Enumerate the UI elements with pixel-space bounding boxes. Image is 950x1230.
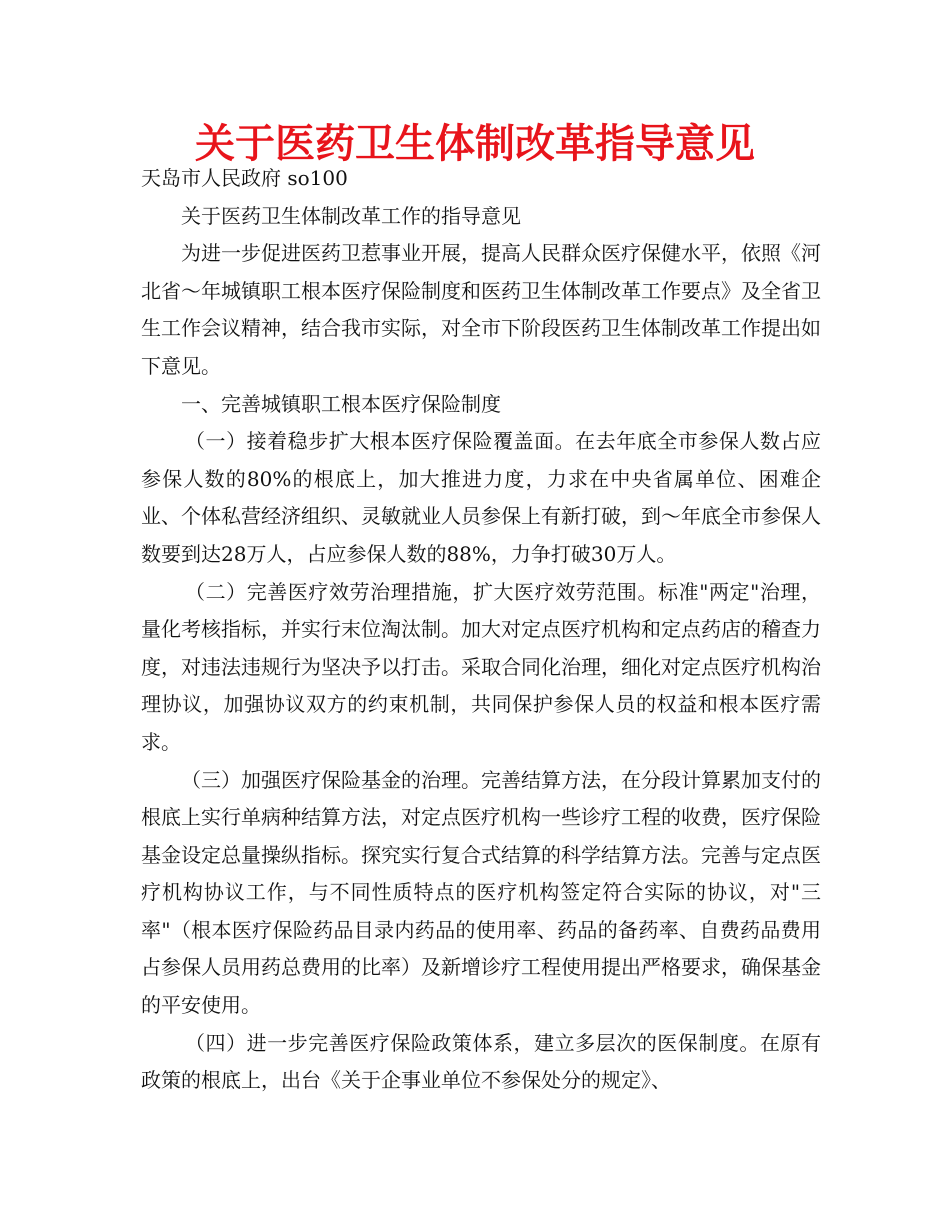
document-subtitle: 关于医药卫生体制改革工作的指导意见: [181, 203, 521, 228]
paragraph-item-4: （四）进一步完善医疗保险政策体系，建立多层次的医保制度。在原有政策的根底上，出台《关于企事业单位不参保处分的规定》、: [141, 1030, 821, 1093]
section-heading: 一、完善城镇职工根本医疗保险制度: [181, 391, 501, 416]
issuer-line: 天岛市人民政府 so100: [141, 166, 348, 190]
paragraph-item-3: （三）加强医疗保险基金的治理。完善结算方法，在分段计算累加支付的根底上实行单病种结算方法，对定点医疗机构一些诊疗工程的收费，医疗保险基金设定总量操纵指标。探究实行复合式结算的科学结算方法。完善与定点医疗机构协议工作，与不同性质特点的医疗机构签定符合实际的协议，对"三率"（根本医疗保险药品目录内药品的使用率、药品的备药率、自费药品费用占参保人员用药总费用的比率）及新增诊疗工程使用提出严格要求，确保基金的平安使用。: [141, 767, 821, 1018]
paragraph-item-1: （一）接着稳步扩大根本医疗保险覆盖面。在去年底全市参保人数占应参保人数的80%的根底上，加大推进力度，力求在中央省属单位、困难企业、个体私营经济组织、灵敏就业人员参保上有新打破，到～年底全市参保人数要到达28万人，占应参保人数的88%，力争打破30万人。: [141, 429, 821, 566]
intro-paragraph: 为进一步促进医药卫惹事业开展，提高人民群众医疗保健水平，依照《河北省～年城镇职工根本医疗保险制度和医药卫生体制改革工作要点》及全省卫生工作会议精神，结合我市实际，对全市下阶段医药卫生体制改革工作提出如下意见。: [141, 241, 821, 378]
document-body: [141, 160, 821, 1100]
paragraph-item-2: （二）完善医疗效劳治理措施，扩大医疗效劳范围。标准"两定"治理，量化考核指标，并实行末位淘汰制。加大对定点医疗机构和定点药店的稽查力度，对违法违规行为坚决予以打击。采取合同化治理，细化对定点医疗机构治理协议，加强协议双方的约束机制，共同保护参保人员的权益和根本医疗需求。: [141, 579, 821, 754]
document-title: 关于医药卫生体制改革指导意见: [195, 121, 755, 167]
